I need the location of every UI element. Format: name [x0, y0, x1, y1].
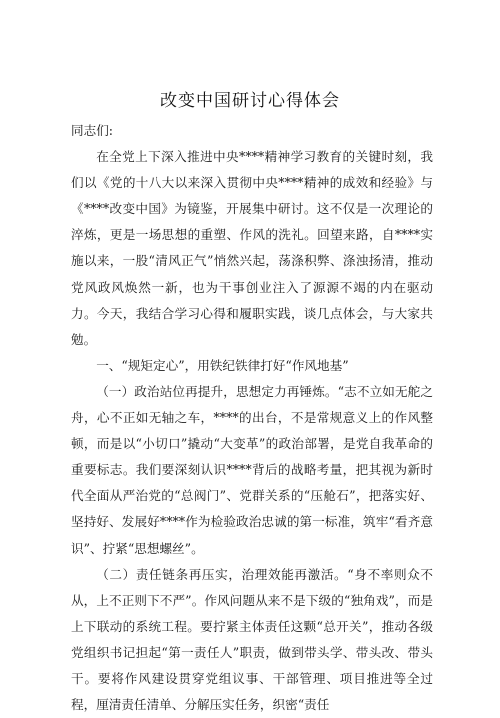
paragraph-political-stance: （一）政治站位再提升，思想定力再锤炼。“志不立如无舵之舟，心不正如无轴之车，****的出台，不是常规意义上的作风整顿，而是以“小切口”撬动“大变革”的政治部署，是党自我革命的重要标志。我们要深刻认识****背后的战略考量，把其视为新时代全面从严治党的“总阀门”、党群关系的“压舱石”，把落实好、坚持好、发展好****作为检验政治忠诚的第一标准，筑牢“看齐意识”、拧紧“思想螺丝”。 [71, 383, 433, 556]
salutation: 同志们: [71, 123, 114, 138]
paragraph-intro: 在全党上下深入推进中央****精神学习教育的关键时刻，我们以《党的十八大以来深入贯彻中央****精神的成效和经验》与《****改变中国》为镜鉴，开展集中研讨。这不仅是一次理论的淬炼，更是一场思想的重塑、作风的洗礼。回望来路，自****实施以来，一股“清风正气”悄然兴起，荡涤积弊、涤浊扬清，推动党风政风焕然一新，也为干事创业注入了源源不竭的内在驱动力。今天，我结合学习心得和履职实践，谈几点体会，与大家共勉。 [71, 149, 433, 347]
section-heading-1: 一、“规矩定心”，用铁纪铁律打好“作风地基” [96, 357, 349, 373]
document-title: 改变中国研讨心得体会 [160, 91, 340, 111]
paragraph-responsibility-chain: （二）责任链条再压实，治理效能再激活。“身不率则众不从，上不正则下不严”。作风问题从来不是下级的“独角戏”，而是上下联动的系统工程。要拧紧主体责任这颗“总开关”，推动各级党组织书记担起“第一责任人”职责，做到带头学、带头改、带头干。要将作风建设贯穿党组议事、干部管理、项目推进等全过程，厘清责任清单、分解压实任务，织密“责任 [71, 566, 433, 713]
document-body [71, 118, 433, 718]
